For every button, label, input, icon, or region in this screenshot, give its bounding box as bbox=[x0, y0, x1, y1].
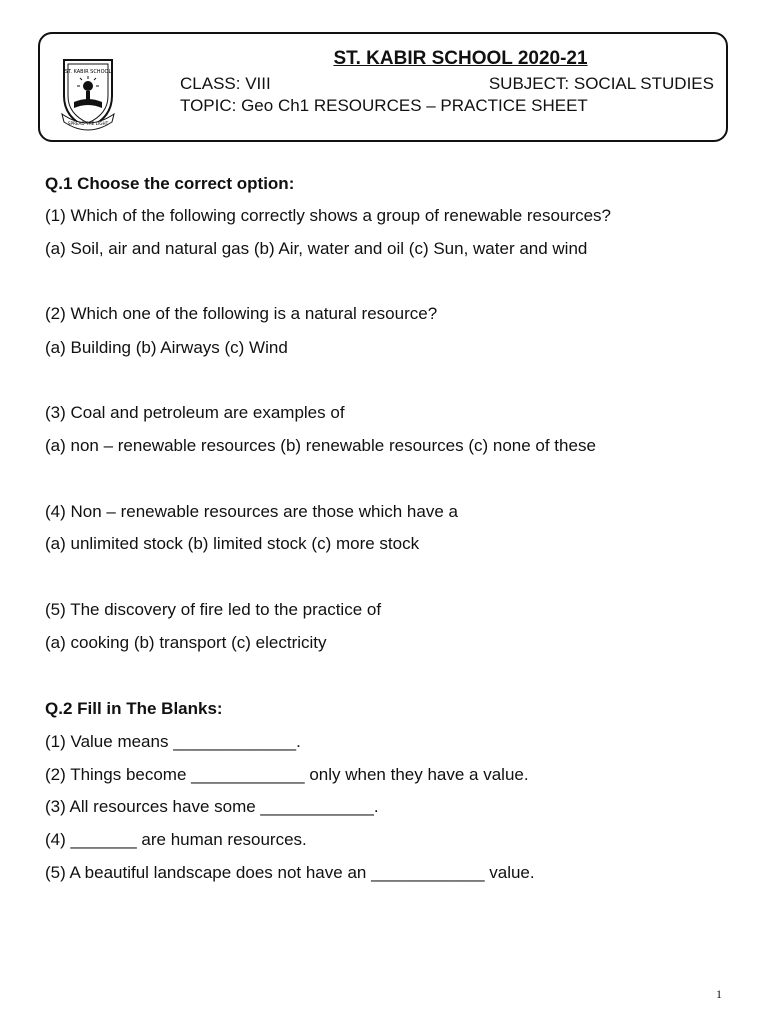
class-label: CLASS: VIII bbox=[180, 74, 271, 93]
q2-blank-1: (1) Value means _____________. bbox=[45, 732, 301, 751]
q1-options-5: (a) cooking (b) transport (c) electricity bbox=[45, 633, 327, 652]
q1-heading: Q.1 Choose the correct option: bbox=[45, 174, 295, 193]
crest-motto: SPREAD THE LIGHT bbox=[67, 121, 109, 126]
q1-question-2: (2) Which one of the following is a natural resource? bbox=[45, 304, 438, 323]
q1-options-2: (a) Building (b) Airways (c) Wind bbox=[45, 338, 288, 357]
q2-blank-4: (4) _______ are human resources. bbox=[45, 830, 307, 849]
header-box bbox=[38, 32, 728, 142]
q2-blank-2: (2) Things become ____________ only when they have a value. bbox=[45, 765, 529, 784]
q1-options-4: (a) unlimited stock (b) limited stock (c) more stock bbox=[45, 534, 420, 553]
q2-blank-5: (5) A beautiful landscape does not have an ____________ value. bbox=[45, 863, 535, 882]
q2-blank-3: (3) All resources have some ____________. bbox=[45, 797, 379, 816]
q1-options-3: (a) non – renewable resources (b) renewable resources (c) none of these bbox=[45, 436, 596, 455]
q1-question-4: (4) Non – renewable resources are those which have a bbox=[45, 502, 458, 521]
page-number: 1 bbox=[716, 987, 722, 1001]
q1-question-5: (5) The discovery of fire led to the practice of bbox=[45, 600, 382, 619]
crest-top-text: ST. KABIR SCHOOL bbox=[64, 69, 112, 75]
q1-options-1: (a) Soil, air and natural gas (b) Air, water and oil (c) Sun, water and wind bbox=[45, 239, 588, 258]
q2-heading: Q.2 Fill in The Blanks: bbox=[45, 699, 223, 718]
school-title: ST. KABIR SCHOOL 2020-21 bbox=[333, 48, 588, 69]
subject-label: SUBJECT: SOCIAL STUDIES bbox=[488, 74, 714, 93]
q1-question-1: (1) Which of the following correctly shows a group of renewable resources? bbox=[45, 206, 611, 225]
topic-label: TOPIC: Geo Ch1 RESOURCES – PRACTICE SHEET bbox=[180, 96, 588, 115]
q1-question-3: (3) Coal and petroleum are examples of bbox=[45, 403, 345, 422]
